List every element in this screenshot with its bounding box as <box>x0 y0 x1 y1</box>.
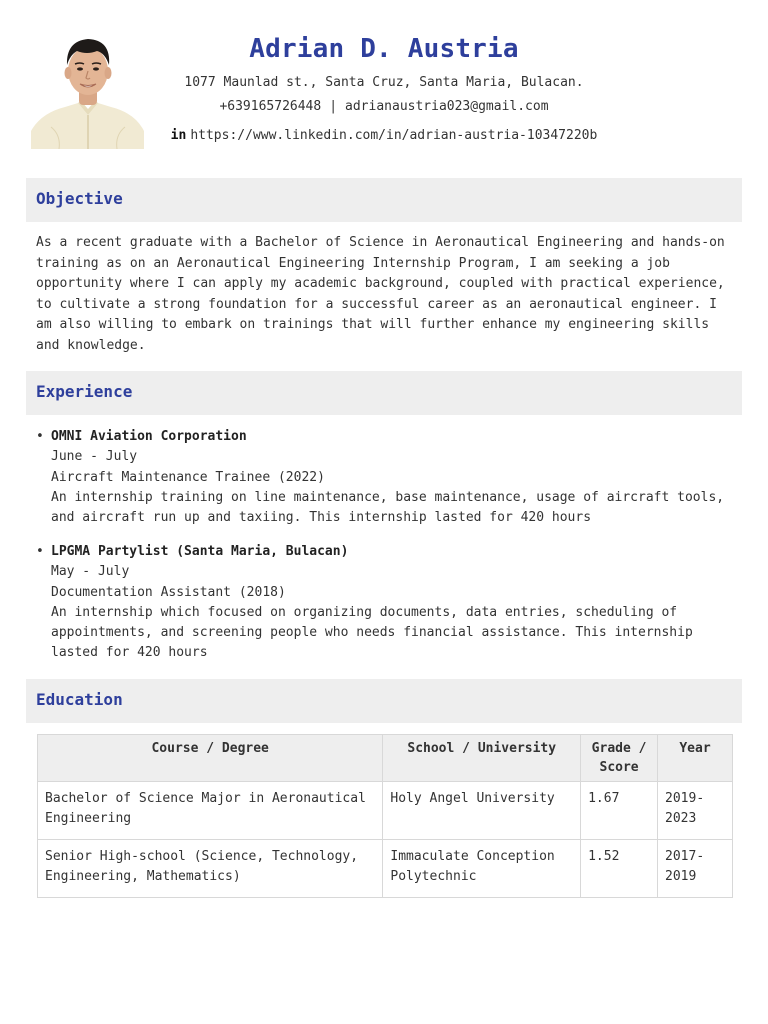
experience-company: LPGMA Partylist (Santa Maria, Bulacan) <box>51 544 349 559</box>
column-header-course: Course / Degree <box>38 735 383 782</box>
phone-number: +639165726448 <box>219 99 322 114</box>
education-section-header <box>26 679 742 723</box>
experience-description: An internship training on line maintenance, base maintenance, usage of aircraft tools, and aircraft run up and taxiing. This internship lasted for 420 hours <box>51 489 725 526</box>
column-header-school: School / University <box>383 735 581 782</box>
linkedin-row <box>160 126 608 146</box>
bullet-icon: • <box>36 544 44 559</box>
section-title-education: Education <box>36 690 123 709</box>
column-header-year: Year <box>658 735 733 782</box>
address: 1077 Maunlad st., Santa Cruz, Santa Maria, Bulacan. <box>184 75 584 90</box>
table-row <box>38 782 733 840</box>
section-title-experience: Experience <box>36 382 133 401</box>
linkedin-link[interactable]: https://www.linkedin.com/in/adrian-austria-10347220b <box>190 128 598 143</box>
objective-text: As a recent graduate with a Bachelor of Science in Aeronautical Engineering and hands-on training as on an Aeronautical Engineering Internship Program, I am seeking a job opportunity where I can apply my academic background, coupled with practical experience, to cultivate a strong foundation for a successful career as an aeronautical engineer. I am also willing to embark on trainings that will further enhance my engineering skills and knowledge. <box>36 235 725 353</box>
profile-photo <box>31 31 144 149</box>
email-link[interactable]: adrianaustria023@gmail.com <box>345 99 549 114</box>
cell-course: Senior High-school (Science, Technology, Engineering, Mathematics) <box>38 840 383 898</box>
experience-section-header <box>26 371 742 415</box>
resume-header <box>0 0 768 170</box>
linkedin-icon: in <box>170 128 187 143</box>
experience-role: Documentation Assistant (2018) <box>51 584 286 600</box>
experience-period: May - July <box>51 564 130 580</box>
bullet-icon: • <box>36 429 44 444</box>
experience-description: An internship which focused on organizing documents, data entries, scheduling of appointments, and screening people who needs financial assistance. This internship lasted for 420 hours <box>51 604 693 661</box>
education-table <box>37 734 733 898</box>
cell-grade: 1.67 <box>581 782 658 840</box>
column-header-grade: Grade / Score <box>581 735 658 782</box>
cell-school: Immaculate Conception Polytechnic <box>383 840 581 898</box>
cell-year: 2019-2023 <box>658 782 733 840</box>
candidate-name: Adrian D. Austria <box>249 34 519 64</box>
cell-school: Holy Angel University <box>383 782 581 840</box>
contact-row <box>160 99 608 114</box>
experience-role: Aircraft Maintenance Trainee (2022) <box>51 469 325 485</box>
cell-course: Bachelor of Science Major in Aeronautical Engineering <box>38 782 383 840</box>
table-header-row <box>38 735 733 782</box>
section-title-objective: Objective <box>36 189 123 208</box>
experience-period: June - July <box>51 449 138 465</box>
experience-company: OMNI Aviation Corporation <box>51 429 247 444</box>
objective-section-header <box>26 178 742 222</box>
table-row <box>38 840 733 898</box>
cell-grade: 1.52 <box>581 840 658 898</box>
cell-year: 2017-2019 <box>658 840 733 898</box>
contact-separator: | <box>329 99 338 114</box>
